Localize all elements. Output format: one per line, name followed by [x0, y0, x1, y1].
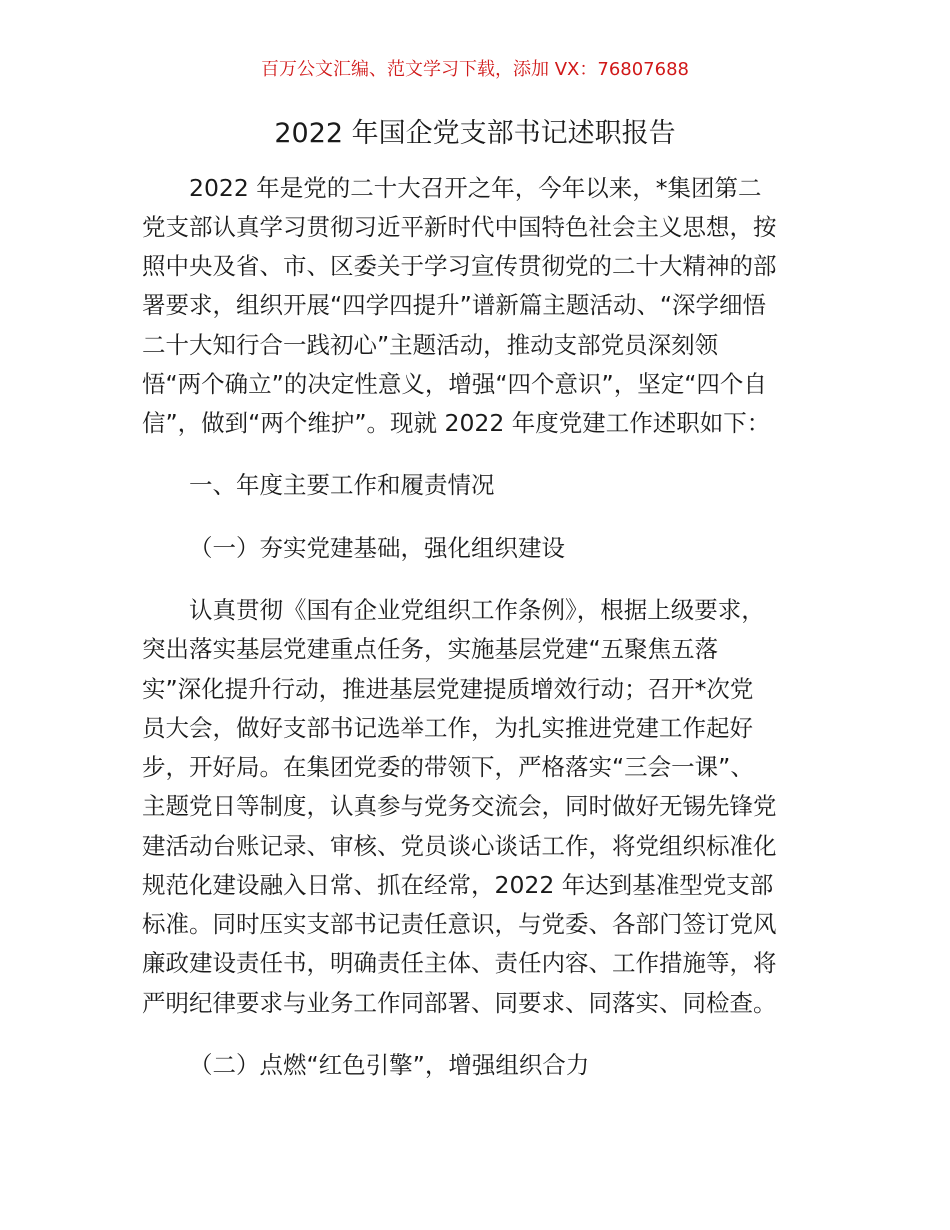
body-line: 悟“两个确立”的决定性意义，增强“四个意识”，坚定“四个自 — [142, 370, 767, 398]
document-title: 2022 年国企党支部书记述职报告 — [274, 118, 676, 149]
section-heading: 一、年度主要工作和履责情况 — [189, 471, 495, 499]
body-line: 严明纪律要求与业务工作同部署、同要求、同落实、同检查。 — [142, 989, 777, 1017]
subsection-heading: （一）夯实党建基础，强化组织建设 — [189, 534, 565, 562]
body-line: 信”，做到“两个维护”。现就 2022 年度党建工作述职如下： — [142, 409, 771, 437]
body-line: 党支部认真学习贯彻习近平新时代中国特色社会主义思想，按 — [142, 213, 777, 241]
body-line: 突出落实基层党建重点任务，实施基层党建“五聚焦五落 — [142, 635, 719, 663]
body-line: 廉政建设责任书，明确责任主体、责任内容、工作措施等，将 — [142, 949, 777, 977]
body-line: 署要求，组织开展“四学四提升”谱新篇主题活动、“深学细悟 — [142, 291, 767, 319]
body-line: 认真贯彻《国有企业党组织工作条例》，根据上级要求， — [189, 596, 765, 624]
body-line: 2022 年是党的二十大召开之年，今年以来，*集团第二 — [189, 174, 762, 202]
body-line: 照中央及省、市、区委关于学习宣传贯彻党的二十大精神的部 — [142, 252, 777, 280]
header-download-note: 百万公文汇编、范文学习下载，添加 VX：76807688 — [261, 59, 689, 80]
body-line: 建活动台账记录、审核、党员谈心谈话工作，将党组织标准化 — [142, 832, 777, 860]
body-line: 主题党日等制度，认真参与党务交流会，同时做好无锡先锋党 — [142, 792, 777, 820]
body-line: 实”深化提升行动，推进基层党建提质增效行动；召开*次党 — [142, 675, 754, 703]
subsection-heading: （二）点燃“红色引擎”，增强组织合力 — [189, 1051, 590, 1079]
body-line: 二十大知行合一践初心”主题活动，推动支部党员深刻领 — [142, 331, 719, 359]
body-line: 员大会，做好支部书记选举工作，为扎实推进党建工作起好 — [142, 714, 753, 742]
body-line: 标准。同时压实支部书记责任意识，与党委、各部门签订党风 — [142, 910, 777, 938]
body-line: 规范化建设融入日常、抓在经常，2022 年达到基准型党支部 — [142, 871, 774, 899]
body-line: 步，开好局。在集团党委的带领下，严格落实“三会一课”、 — [142, 753, 754, 781]
